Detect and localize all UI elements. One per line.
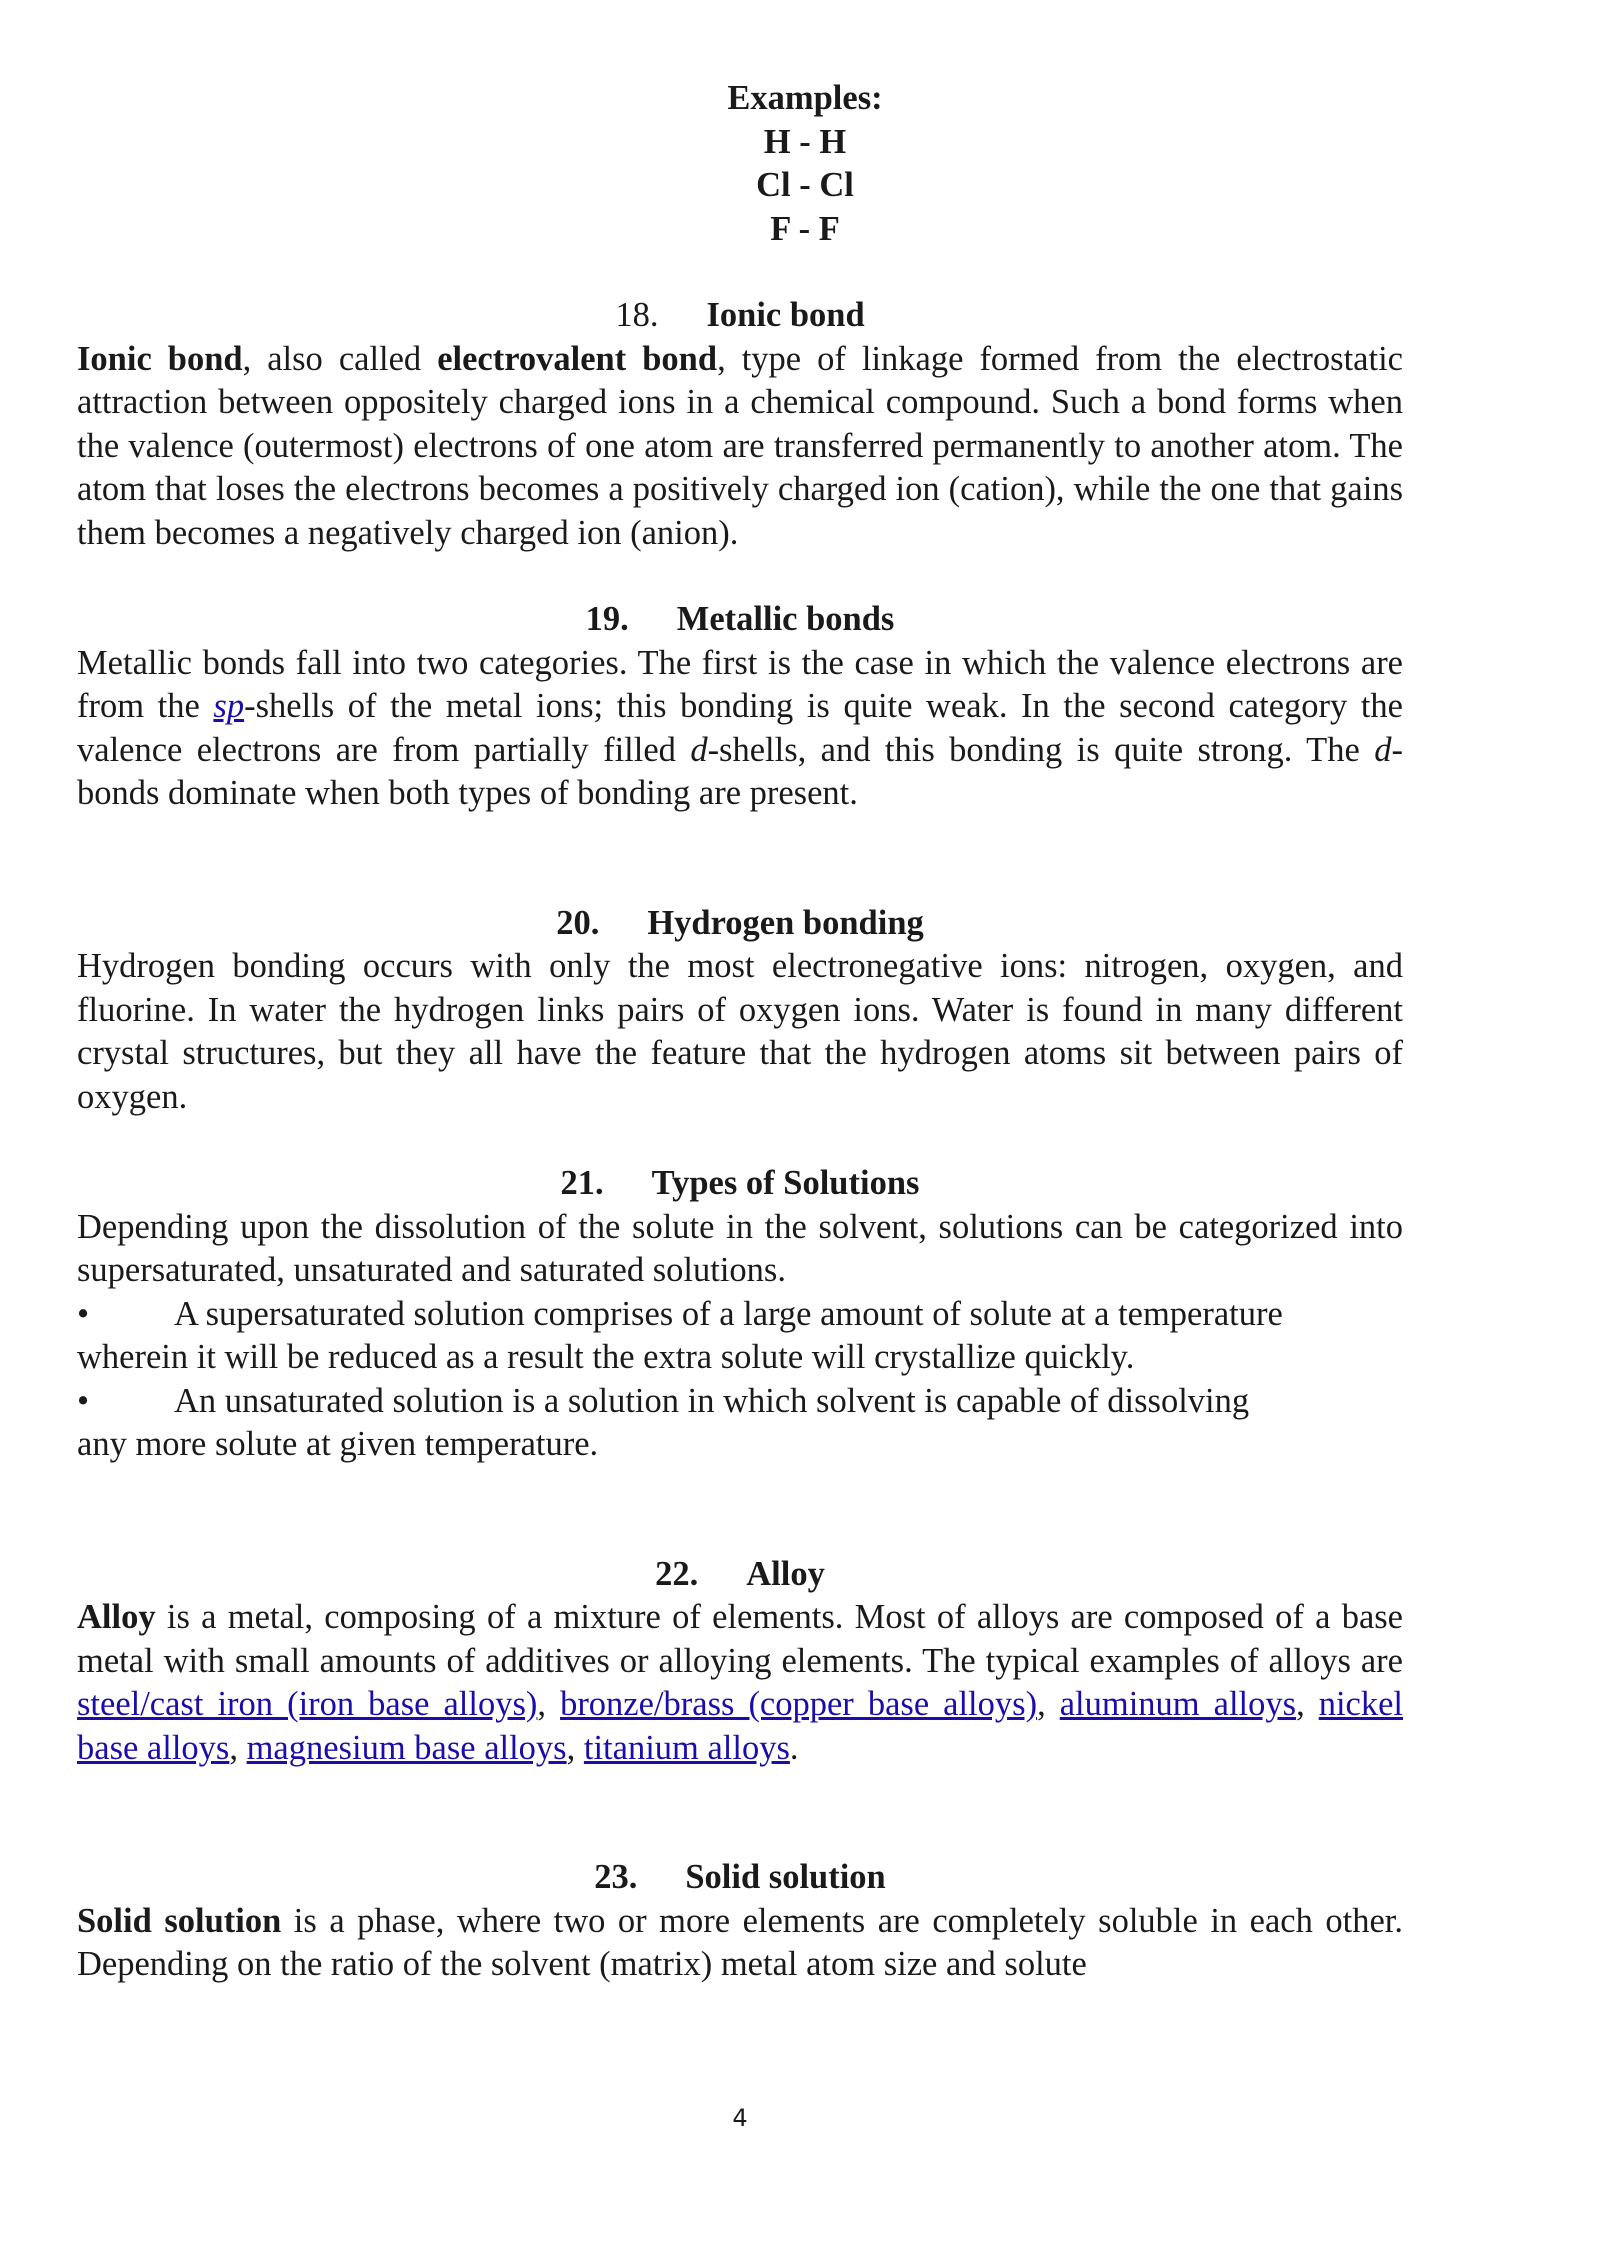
term-solid-solution: Solid solution xyxy=(77,1901,282,1940)
section-title: Metallic bonds xyxy=(676,600,895,638)
bullet-icon: • xyxy=(77,1381,90,1420)
link-aluminum-alloys[interactable]: aluminum alloys xyxy=(1059,1685,1297,1723)
section-heading-18 xyxy=(77,294,1403,338)
section-number: 18. xyxy=(615,296,659,334)
section-heading-23 xyxy=(77,1856,1403,1900)
paragraph-alloy: Alloy is a metal, composing of a mixture of elements. Most of alloys are composed of a base metal with small amounts of additives or alloying elements. The typical examples of alloys are steel/cast iron (iron base alloys), bronze/brass (copper base alloys), aluminum alloys, nickel base alloys, magnesium base alloys, titanium alloys. xyxy=(77,1598,1404,1767)
paragraph-solid-solution: Solid solution is a phase, where two or more elements are completely soluble in each other. Depending on the ratio of the solvent (matrix) metal atom size and solute xyxy=(77,1901,1403,1983)
section-number: 19. xyxy=(585,600,629,638)
paragraph-metallic-bonds: Metallic bonds fall into two categories. The first is the case in which the valence electrons are from the sp-shells of the metal ions; this bonding is quite weak. In the second category the valence electrons are from partially filled d-shells, and this bonding is quite strong. The d-bonds dominate when both types of bonding are present. xyxy=(77,643,1403,812)
link-sp[interactable]: sp xyxy=(213,687,245,725)
section-title: Types of Solutions xyxy=(651,1164,920,1202)
section-title: Ionic bond xyxy=(706,296,865,334)
paragraph-types-of-solutions: Depending upon the dissolution of the solute in the solvent, solutions can be categorized into supersaturated, unsaturated and saturated solutions. xyxy=(77,1207,1403,1289)
link-titanium-alloys[interactable]: titanium alloys xyxy=(583,1728,790,1767)
example-item: H - H xyxy=(763,122,847,161)
term-ionic-bond: Ionic bond xyxy=(77,339,243,378)
link-nickel-base-alloys[interactable]: nickel base alloys xyxy=(77,1685,1404,1767)
section-heading-19 xyxy=(77,598,1403,642)
section-title: Hydrogen bonding xyxy=(647,903,924,942)
term-alloy: Alloy xyxy=(77,1598,156,1636)
link-magnesium-base-alloys[interactable]: magnesium base alloys xyxy=(246,1728,567,1767)
section-number: 20. xyxy=(556,903,600,942)
section-number: 22. xyxy=(655,1554,699,1593)
section-title: Solid solution xyxy=(685,1858,886,1896)
example-item: Cl - Cl xyxy=(756,166,854,204)
list-item-continuation: wherein it will be reduced as a result the extra solute will crystallize quickly. xyxy=(77,1338,1135,1376)
paragraph-ionic-bond: Ionic bond, also called electrovalent bond, type of linkage formed from the electrostatic attraction between oppositely charged ions in a chemical compound. Such a bond forms when the valence (outermost) electrons of one atom are transferred permanently to another atom. The atom that loses the electrons becomes a positively charged ion (cation), while the one that gains them becomes a negatively charged ion (anion). xyxy=(77,339,1403,552)
examples-heading: Examples: xyxy=(727,79,883,117)
section-title: Alloy xyxy=(746,1554,825,1593)
section-heading-22 xyxy=(77,1553,1403,1597)
bullet-icon: • xyxy=(77,1294,90,1333)
examples-block xyxy=(207,77,1403,251)
page-number: 4 xyxy=(732,2104,748,2132)
list-item: • A supersaturated solution comprises of a large amount of solute at a temperature xyxy=(77,1293,1403,1337)
link-bronze-brass[interactable]: bronze/brass (copper base alloys) xyxy=(560,1685,1038,1723)
section-number: 21. xyxy=(560,1164,604,1202)
section-heading-21 xyxy=(77,1162,1403,1206)
list-item: • An unsaturated solution is a solution in which solvent is capable of dissolving xyxy=(77,1380,1403,1424)
list-item-continuation: any more solute at given temperature. xyxy=(77,1425,599,1463)
page-content xyxy=(77,77,1403,1987)
term-electrovalent-bond: electrovalent bond xyxy=(437,339,718,378)
paragraph-hydrogen-bonding: Hydrogen bonding occurs with only the most electronegative ions: nitrogen, oxygen, and fluorine. In water the hydrogen links pairs of oxygen ions. Water is found in many different crystal structures, but they all have the feature that the hydrogen atoms sit between pairs of oxygen. xyxy=(77,947,1403,1116)
link-steel-cast-iron[interactable]: steel/cast iron (iron base alloys) xyxy=(77,1685,538,1723)
section-number: 23. xyxy=(594,1858,638,1896)
example-item: F - F xyxy=(770,209,840,248)
section-heading-20 xyxy=(77,902,1403,946)
